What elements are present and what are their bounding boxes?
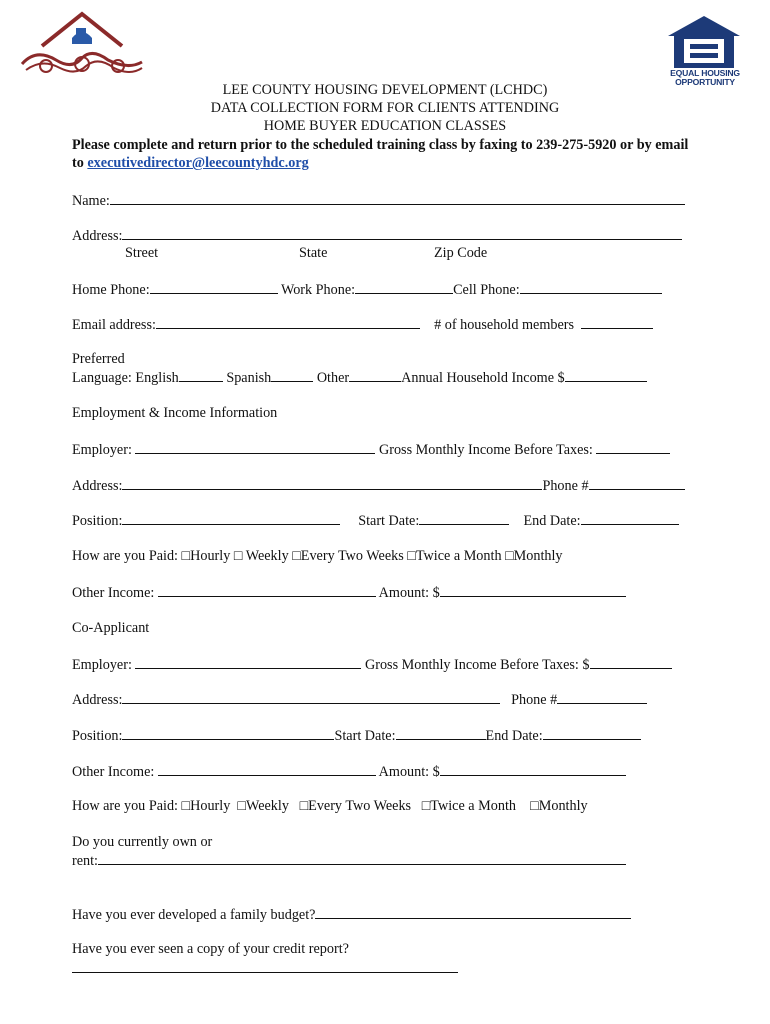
co-employer-row: [72, 656, 672, 674]
other-label: Other: [316, 370, 350, 386]
street-label: Street: [125, 245, 159, 261]
co-employer-label: Employer:: [72, 657, 132, 673]
co-employer-field[interactable]: [135, 656, 361, 669]
email-row: [72, 316, 653, 334]
email-link[interactable]: executivedirector@leecountyhdc.org: [87, 155, 309, 171]
co-other-income-label: Other Income:: [72, 764, 155, 780]
employer-phone-field[interactable]: [589, 477, 685, 490]
start-date-label: Start Date:: [358, 513, 420, 529]
house-scroll-logo: [16, 8, 148, 80]
spanish-label: Spanish: [226, 370, 272, 386]
other-income-label: Other Income:: [72, 585, 155, 601]
co-amount-label: Amount: $: [378, 764, 440, 780]
co-address-label: Address:: [72, 692, 123, 708]
own-rent-label: Do you currently own or: [72, 834, 213, 850]
co-phone-field[interactable]: [557, 691, 647, 704]
co-phone-label: Phone #: [511, 692, 558, 708]
english-field[interactable]: [179, 369, 223, 382]
position-label: Position:: [72, 513, 123, 529]
co-other-income-field[interactable]: [158, 763, 376, 776]
email-label: Email address:: [72, 317, 156, 333]
employer-address-label: Address:: [72, 478, 123, 494]
co-pay-frequency-row[interactable]: How are you Paid: □Hourly □Weekly □Every Two Weeks □Twice a Month □Monthly: [72, 798, 588, 814]
co-gross-label: Gross Monthly Income Before Taxes: $: [364, 657, 590, 673]
credit-row: [72, 960, 458, 978]
own-rent-field[interactable]: [98, 852, 626, 865]
co-start-label: Start Date:: [334, 728, 396, 744]
position-field[interactable]: [122, 512, 340, 525]
name-row: [72, 192, 685, 210]
gross-income-field[interactable]: [596, 441, 670, 454]
name-label: Name:: [72, 193, 110, 209]
employer-field[interactable]: [135, 441, 375, 454]
employment-heading: Employment & Income Information: [72, 405, 278, 421]
home-phone-label: Home Phone:: [72, 282, 150, 298]
budget-field[interactable]: [315, 906, 631, 919]
email-field[interactable]: [156, 316, 420, 329]
co-address-row: [72, 691, 647, 709]
employer-label: Employer:: [72, 442, 132, 458]
amount-label: Amount: $: [378, 585, 440, 601]
address-label: Address:: [72, 228, 123, 244]
co-position-label: Position:: [72, 728, 123, 744]
co-other-income-row: [72, 763, 626, 781]
own-rent-row: [72, 852, 626, 870]
pay-frequency-row[interactable]: How are you Paid: □Hourly □ Weekly □Every Two Weeks □Twice a Month □Monthly: [72, 548, 563, 564]
credit-field[interactable]: [72, 960, 458, 973]
home-phone-field[interactable]: [150, 281, 278, 294]
co-gross-field[interactable]: [590, 656, 672, 669]
amount-field[interactable]: [440, 584, 626, 597]
coapplicant-heading: Co-Applicant: [72, 620, 150, 636]
instructions-text: Please complete and return prior to the scheduled training class by faxing to 239-275-5920 or by email to: [72, 137, 689, 171]
address-field[interactable]: [122, 227, 682, 240]
co-end-field[interactable]: [543, 727, 641, 740]
spanish-field[interactable]: [271, 369, 313, 382]
equal-housing-text: EQUAL HOUSING OPPORTUNITY: [670, 68, 740, 87]
other-income-field[interactable]: [158, 584, 376, 597]
co-amount-field[interactable]: [440, 763, 626, 776]
credit-label: Have you ever seen a copy of your credit report?: [72, 941, 349, 957]
phone-row: [72, 281, 662, 299]
header-line-1: LEE COUNTY HOUSING DEVELOPMENT (LCHDC): [222, 82, 548, 98]
employer-row: [72, 441, 670, 459]
household-label: # of household members: [434, 317, 574, 333]
work-phone-field[interactable]: [355, 281, 453, 294]
co-position-field[interactable]: [122, 727, 334, 740]
budget-label: Have you ever developed a family budget?: [72, 907, 316, 923]
employer-address-row: [72, 477, 685, 495]
language-row: [72, 369, 647, 387]
employer-address-field[interactable]: [122, 477, 542, 490]
other-income-row: [72, 584, 626, 602]
header-line-3: HOME BUYER EDUCATION CLASSES: [263, 118, 507, 134]
household-field[interactable]: [581, 316, 653, 329]
gross-income-label: Gross Monthly Income Before Taxes:: [378, 442, 593, 458]
start-date-field[interactable]: [419, 512, 509, 525]
work-phone-label: Work Phone:: [280, 282, 356, 298]
zip-label: Zip Code: [434, 245, 488, 261]
budget-row: [72, 906, 631, 924]
income-label: Annual Household Income $: [401, 370, 565, 386]
income-field[interactable]: [565, 369, 647, 382]
co-position-row: [72, 727, 641, 745]
name-field[interactable]: [110, 192, 685, 205]
instructions: [72, 136, 702, 172]
language-english-label: Language: English: [72, 370, 179, 386]
end-date-field[interactable]: [581, 512, 679, 525]
co-end-label: End Date:: [485, 728, 543, 744]
cell-phone-field[interactable]: [520, 281, 662, 294]
cell-phone-label: Cell Phone:: [453, 282, 520, 298]
rent-label: rent:: [72, 853, 98, 869]
position-row: [72, 512, 679, 530]
end-date-label: End Date:: [523, 513, 581, 529]
address-row: [72, 227, 682, 245]
state-label: State: [299, 245, 328, 261]
co-start-field[interactable]: [396, 727, 486, 740]
employer-phone-label: Phone #: [542, 478, 589, 494]
preferred-label: Preferred: [72, 351, 125, 367]
other-field[interactable]: [349, 369, 401, 382]
co-address-field[interactable]: [122, 691, 500, 704]
header-line-2: DATA COLLECTION FORM FOR CLIENTS ATTENDING: [210, 100, 560, 116]
